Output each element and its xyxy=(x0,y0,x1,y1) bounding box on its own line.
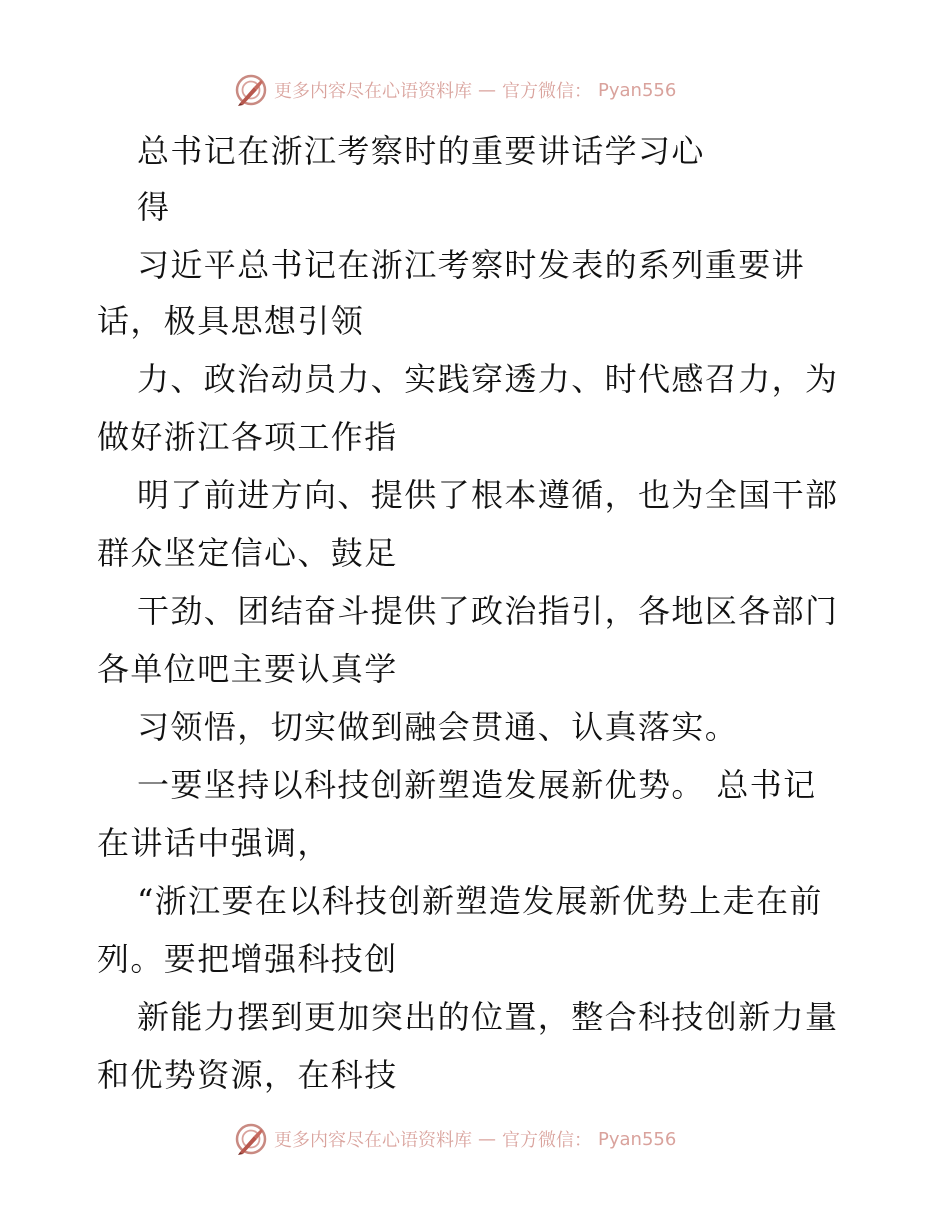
pen-logo-icon xyxy=(234,1122,268,1156)
watermark-separator: — xyxy=(478,79,496,101)
watermark-wechat-id: Pyan556 xyxy=(598,79,677,101)
watermark-text: 更多内容尽在心语资料库 xyxy=(274,81,472,102)
paragraph-line: 各单位吧主要认真学 xyxy=(97,650,398,688)
pen-logo-icon xyxy=(234,73,268,107)
paragraph-line: 干劲、团结奋斗提供了政治指引，各地区各部门 xyxy=(137,592,839,630)
title-line-2: 得 xyxy=(137,188,171,226)
paragraph-line: 群众坚定信心、鼓足 xyxy=(97,534,398,572)
title-line-1: 总书记在浙江考察时的重要讲话学习心 xyxy=(137,132,705,170)
paragraph-line: 习近平总书记在浙江考察时发表的系列重要讲 xyxy=(137,246,806,284)
footer-watermark xyxy=(234,1121,676,1157)
paragraph-line: 一要坚持以科技创新塑造发展新优势。 总书记 xyxy=(137,766,817,804)
paragraph-line: 习领悟，切实做到融会贯通、认真落实。 xyxy=(137,708,739,746)
watermark-separator: — xyxy=(478,1128,496,1150)
paragraph-line: 力、政治动员力、实践穿透力、时代感召力，为 xyxy=(137,360,839,398)
paragraph-line: 新能力摆到更加突出的位置，整合科技创新力量 xyxy=(137,998,839,1036)
paragraph-line: 列。要把增强科技创 xyxy=(97,940,398,978)
watermark-text: 更多内容尽在心语资料库 xyxy=(274,1130,472,1151)
paragraph-line: 在讲话中强调， xyxy=(97,824,331,862)
watermark-wechat-label: 官方微信： xyxy=(502,1130,592,1151)
watermark-wechat-id: Pyan556 xyxy=(598,1128,677,1150)
paragraph-line: 明了前进方向、提供了根本遵循，也为全国干部 xyxy=(137,476,839,514)
paragraph-line: 做好浙江各项工作指 xyxy=(97,418,398,456)
paragraph-line: 和优势资源，在科技 xyxy=(97,1056,398,1094)
watermark-wechat-label: 官方微信： xyxy=(502,81,592,102)
paragraph-line: “浙江要在以科技创新塑造发展新优势上走在前 xyxy=(137,882,823,920)
paragraph-line: 话，极具思想引领 xyxy=(97,302,365,340)
header-watermark xyxy=(234,72,676,108)
